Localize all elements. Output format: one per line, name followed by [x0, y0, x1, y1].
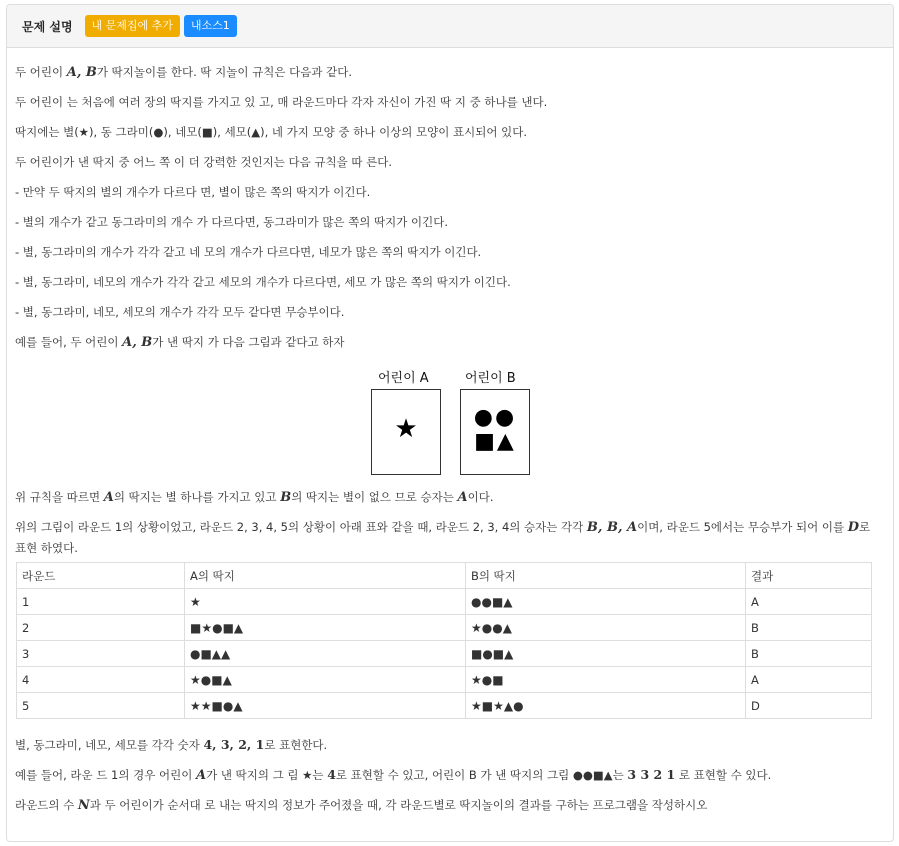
cell-result: B [746, 615, 872, 641]
paragraph-5 [15, 332, 873, 353]
text: 로 표현할 수 있고, 어린이 B 가 낸 딱지의 그림 ●●■▲는 [335, 768, 628, 782]
cell-b: ●●■▲ [466, 589, 746, 615]
cell-a: ★●■▲ [185, 667, 466, 693]
math-num: 4 [327, 767, 336, 782]
math-var: A [195, 768, 207, 783]
math-nums: 3 3 2 1 [627, 767, 676, 782]
cell-a: ★ [185, 589, 466, 615]
text: 예를 들어, 두 어린이 [15, 335, 123, 349]
square-triangle-icons: ■▲ [474, 429, 516, 454]
text: 예를 들어, 라운 드 1의 경우 어린이 [15, 768, 196, 782]
text: 두 어린이 [15, 65, 67, 79]
circle-icons: ●● [473, 405, 517, 430]
text: 의 딱지는 별 하나를 가지고 있고 [113, 490, 281, 504]
text: 별, 동그라미, 네모, 세모를 각각 숫자 [15, 738, 204, 752]
cell-a: ★★■●▲ [185, 693, 466, 719]
panel-title: 문제 설명 [22, 19, 73, 34]
cell-round: 2 [17, 615, 185, 641]
text: 위 규칙을 따르면 [15, 490, 104, 504]
cell-a: ●■▲▲ [185, 641, 466, 667]
paragraph-intro [15, 62, 873, 83]
text: 로 표현할 수 있다. [675, 768, 772, 782]
col-b-card: B의 딱지 [466, 563, 746, 589]
text: 가 딱지놀이를 한다. 딱 지놀이 규칙은 다음과 같다. [96, 65, 352, 79]
cell-result: A [746, 667, 872, 693]
col-round: 라운드 [17, 563, 185, 589]
card-b [460, 389, 530, 475]
math-var: D [847, 520, 860, 535]
text: 가 낸 딱지 가 다음 그림과 같다고 하자 [152, 335, 345, 349]
paragraph-4: 두 어린이가 낸 딱지 중 어느 쪽 이 더 강력한 것인지는 다음 규칙을 따 른다. [15, 155, 392, 169]
cell-b: ★●■ [466, 667, 746, 693]
cell-b: ■●■▲ [466, 641, 746, 667]
paragraph-2: 두 어린이 는 처음에 여러 장의 딱지를 가지고 있 고, 매 라운드마다 각자 자신이 가진 딱 지 중 하나를 낸다. [15, 95, 548, 109]
cell-round: 3 [17, 641, 185, 667]
label-child-a: 어린이 A [378, 371, 429, 386]
text: 의 딱지는 별이 없으 므로 승자는 [291, 490, 458, 504]
math-nums: 4, 3, 2, 1 [203, 737, 265, 752]
text: 과 두 어린이가 순서대 로 내는 딱지의 정보가 주어졌을 때, 각 라운드별로 딱지놀이의 결과를 구하는 프로그램을 작성하시오 [89, 798, 708, 812]
rule-3: - 별, 동그라미의 개수가 각각 같고 네 모의 개수가 다르다면, 네모가 많은 쪽의 딱지가 이긴다. [15, 245, 482, 259]
table-row [17, 667, 872, 693]
text: 가 낸 딱지의 그 림 ★는 [206, 768, 328, 782]
rounds-table [16, 562, 872, 719]
paragraph-3: 딱지에는 별(★), 동 그라미(●), 네모(■), 세모(▲), 네 가지 모양 중 하나 이상의 모양이 표시되어 있다. [15, 125, 527, 139]
col-a-card: A의 딱지 [185, 563, 466, 589]
cell-b: ★■★▲● [466, 693, 746, 719]
text: 이다. [467, 490, 494, 504]
math-var: A [103, 490, 114, 505]
cell-result: A [746, 589, 872, 615]
cell-round: 1 [17, 589, 185, 615]
table-row [17, 589, 872, 615]
cell-round: 5 [17, 693, 185, 719]
label-child-b: 어린이 B [465, 371, 516, 386]
paragraph-9 [15, 765, 873, 786]
cell-result: B [746, 641, 872, 667]
text: 로 표현 하였다. [15, 520, 871, 555]
table-row [17, 641, 872, 667]
math-var: B [280, 490, 292, 505]
paragraph-8 [15, 735, 873, 755]
table-row [17, 615, 872, 641]
text: 라운드의 수 [15, 798, 78, 812]
card-a [371, 389, 441, 475]
col-result: 결과 [746, 563, 872, 589]
table-header-row [17, 563, 872, 589]
add-to-problemset-button[interactable]: 내 문제집에 추가 [85, 15, 180, 37]
rule-5: - 별, 동그라미, 네모, 세모의 개수가 각각 모두 같다면 무승부이다. [15, 305, 345, 319]
panel-header [7, 5, 893, 48]
cell-result: D [746, 693, 872, 719]
text: 이며, 라운드 5에서는 무승부가 되어 이를 [637, 520, 848, 534]
cell-b: ★●●▲ [466, 615, 746, 641]
paragraph-10 [15, 795, 873, 816]
table-row [17, 693, 872, 719]
paragraph-6 [15, 487, 873, 508]
math-var: N [77, 798, 90, 813]
rule-2: - 별의 개수가 같고 동그라미의 개수 가 다르다면, 동그라미가 많은 쪽의 딱지가 이긴다. [15, 215, 449, 229]
cell-round: 4 [17, 667, 185, 693]
math-var: A [457, 490, 468, 505]
rule-1: - 만약 두 딱지의 별의 개수가 다르다 면, 별이 많은 쪽의 딱지가 이긴다. [15, 185, 371, 199]
math-vars: A, B [122, 335, 153, 350]
math-vars: B, B, A [586, 520, 638, 535]
math-vars: A, B [66, 65, 97, 80]
source-badge[interactable]: 내소스1 [184, 15, 237, 37]
text: 로 표현한다. [264, 738, 328, 752]
paragraph-7 [15, 517, 877, 558]
rule-4: - 별, 동그라미, 네모의 개수가 각각 같고 세모의 개수가 다르다면, 세모 가 많은 쪽의 딱지가 이긴다. [15, 275, 511, 289]
text: 위의 그림이 라운드 1의 상황이었고, 라운드 2, 3, 4, 5의 상황이 아래 표와 같을 때, 라운드 2, 3, 4의 승자는 각각 [15, 520, 587, 534]
star-icon: ★ [394, 414, 418, 444]
cell-a: ■★●■▲ [185, 615, 466, 641]
